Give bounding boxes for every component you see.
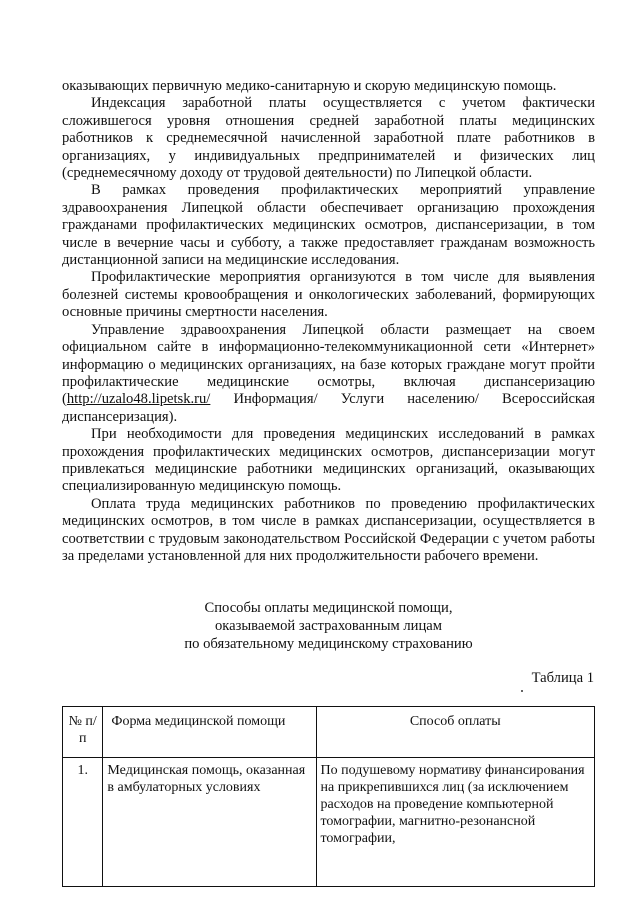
paragraph-salary-indexation: Индексация заработной платы осуществляется с учетом фактически сложившегося уровня отношения средней заработной платы медицинских работников к среднемесячной начисленной заработной плате работников в организациях, у индивидуальных предпринимателей и физических лиц (среднемесячному доходу от трудовой деятельности) по Липецкой области.	[62, 95, 595, 182]
paragraph-preventive-measures: В рамках проведения профилактических мероприятий управление здравоохранения Липецкой области обеспечивает организацию прохождения гражданами профилактических медицинских осмотров, диспансеризации, в том числе в вечерние часы и субботу, а также предоставляет гражданам возможность дистанционной записи на медицинские исследования.	[62, 182, 595, 269]
section-heading-line-3: по обязательному медицинскому страхованию	[184, 635, 473, 652]
section-heading	[62, 600, 595, 653]
paragraph-labor-payment: Оплата труда медицинских работников по проведению профилактических медицинских осмотров, в том числе в рамках диспансеризации, осуществляется в соответствии с трудовым законодательством Российской Федерации с учетом работы за пределами установленной для них продолжительности рабочего времени.	[62, 495, 595, 564]
paragraph-continuation: оказывающих первичную медико-санитарную и скорую медицинскую помощь.	[62, 78, 557, 94]
table-header-row	[63, 707, 595, 758]
paragraph-website-path: Информация/ Услуги населению/ Всероссийская диспансеризация).	[62, 391, 595, 425]
header-payment: Способ оплаты	[316, 707, 595, 758]
table-row	[63, 758, 595, 887]
table-label: Таблица 1	[531, 670, 594, 686]
paragraph-disease-detection: Профилактические мероприятия организуются в том числе для выявления болезней системы кровообращения и онкологических заболеваний, формирующих основные причины смертности населения.	[62, 269, 595, 321]
section-heading-line-1: Способы оплаты медицинской помощи,	[204, 600, 453, 616]
row-payment: По подушевому нормативу финансирования на прикрепившихся лиц (за исключением расходов на проведение компьютерной томографии, магнитно-резонансной томографии,	[316, 758, 595, 887]
scan-speck	[521, 690, 523, 692]
header-form: Форма медицинской помощи	[103, 707, 316, 758]
row-number: 1.	[63, 758, 103, 887]
row-form: Медицинская помощь, оказанная в амбулаторных условиях	[103, 758, 316, 887]
paragraph-specialists: При необходимости для проведения медицинских исследований в рамках прохождения профилактических медицинских осмотров, диспансеризации могут привлекаться медицинские работники медицинских организаций, оказывающих специализированную медицинскую помощь.	[62, 426, 595, 495]
header-number: № п/п	[63, 707, 103, 758]
payment-methods-table	[62, 706, 595, 887]
section-heading-line-2: оказываемой застрахованным лицам	[214, 617, 443, 634]
paragraph-website-text: Управление здравоохранения Липецкой области размещает на своем официальном сайте в информационно-телекоммуникационной сети «Интернет» информацию о медицинских организациях, на базе которых граждане могут пройти профилактические медицинские осмотры, включая диспансеризацию (	[62, 321, 595, 408]
paragraph-website-info	[62, 322, 595, 426]
website-link[interactable]: http://uzalo48.lipetsk.ru/	[66, 391, 211, 408]
body-text	[62, 78, 595, 565]
